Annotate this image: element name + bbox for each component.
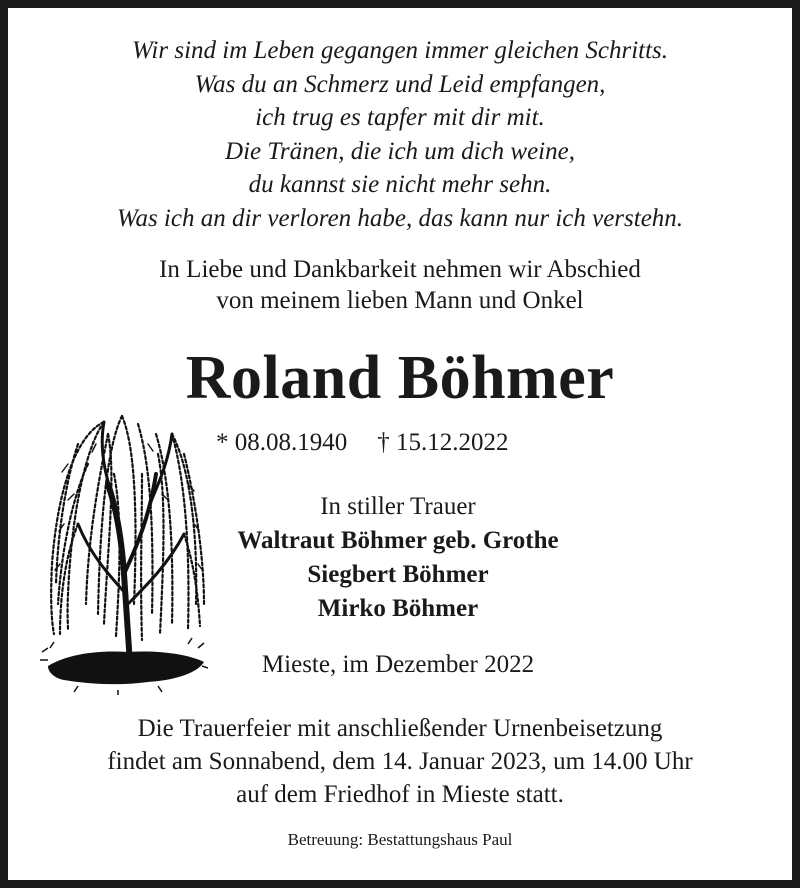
service-line: auf dem Friedhof in Mieste statt. — [236, 781, 564, 808]
intro-line: In Liebe und Dankbarkeit nehmen wir Abschied — [159, 256, 641, 283]
place-date: Mieste, im Dezember 2022 — [261, 651, 535, 678]
mourner-name: Waltraut Böhmer geb. Grothe — [237, 527, 559, 554]
funeral-service-info — [8, 712, 792, 811]
mourner-name: Siegbert Böhmer — [307, 561, 489, 588]
poem-line: du kannst sie nicht mehr sehn. — [248, 171, 552, 198]
poem-line: Was du an Schmerz und Leid empfangen, — [194, 70, 606, 98]
obituary-card — [8, 8, 792, 880]
deceased-name: Roland Böhmer — [185, 344, 615, 412]
service-line: findet am Sonnabend, dem 14. Januar 2023, um 14.00 Uhr — [107, 748, 693, 775]
farewell-intro — [8, 254, 792, 316]
poem-line: Was ich an dir verloren habe, das kann nur ich verstehn. — [116, 204, 684, 232]
poem — [8, 34, 792, 235]
mourner-name: Mirko Böhmer — [317, 595, 479, 622]
mourning-heading: In stiller Trauer — [320, 493, 476, 520]
death-date: † 15.12.2022 — [377, 429, 509, 456]
funeral-home-credit: Betreuung: Bestattungshaus Paul — [287, 830, 513, 849]
life-dates — [216, 426, 509, 460]
poem-line: Die Tränen, die ich um dich weine, — [225, 137, 575, 165]
poem-line: ich trug es tapfer mit dir mit. — [255, 104, 545, 131]
intro-line: von meinem lieben Mann und Onkel — [216, 287, 584, 314]
weeping-willow-icon — [38, 404, 208, 696]
poem-line: Wir sind im Leben gegangen immer gleichen Schritts. — [131, 37, 669, 64]
birth-date: * 08.08.1940 — [216, 429, 348, 456]
service-line: Die Trauerfeier mit anschließender Urnenbeisetzung — [137, 715, 663, 742]
mourners — [188, 490, 608, 626]
